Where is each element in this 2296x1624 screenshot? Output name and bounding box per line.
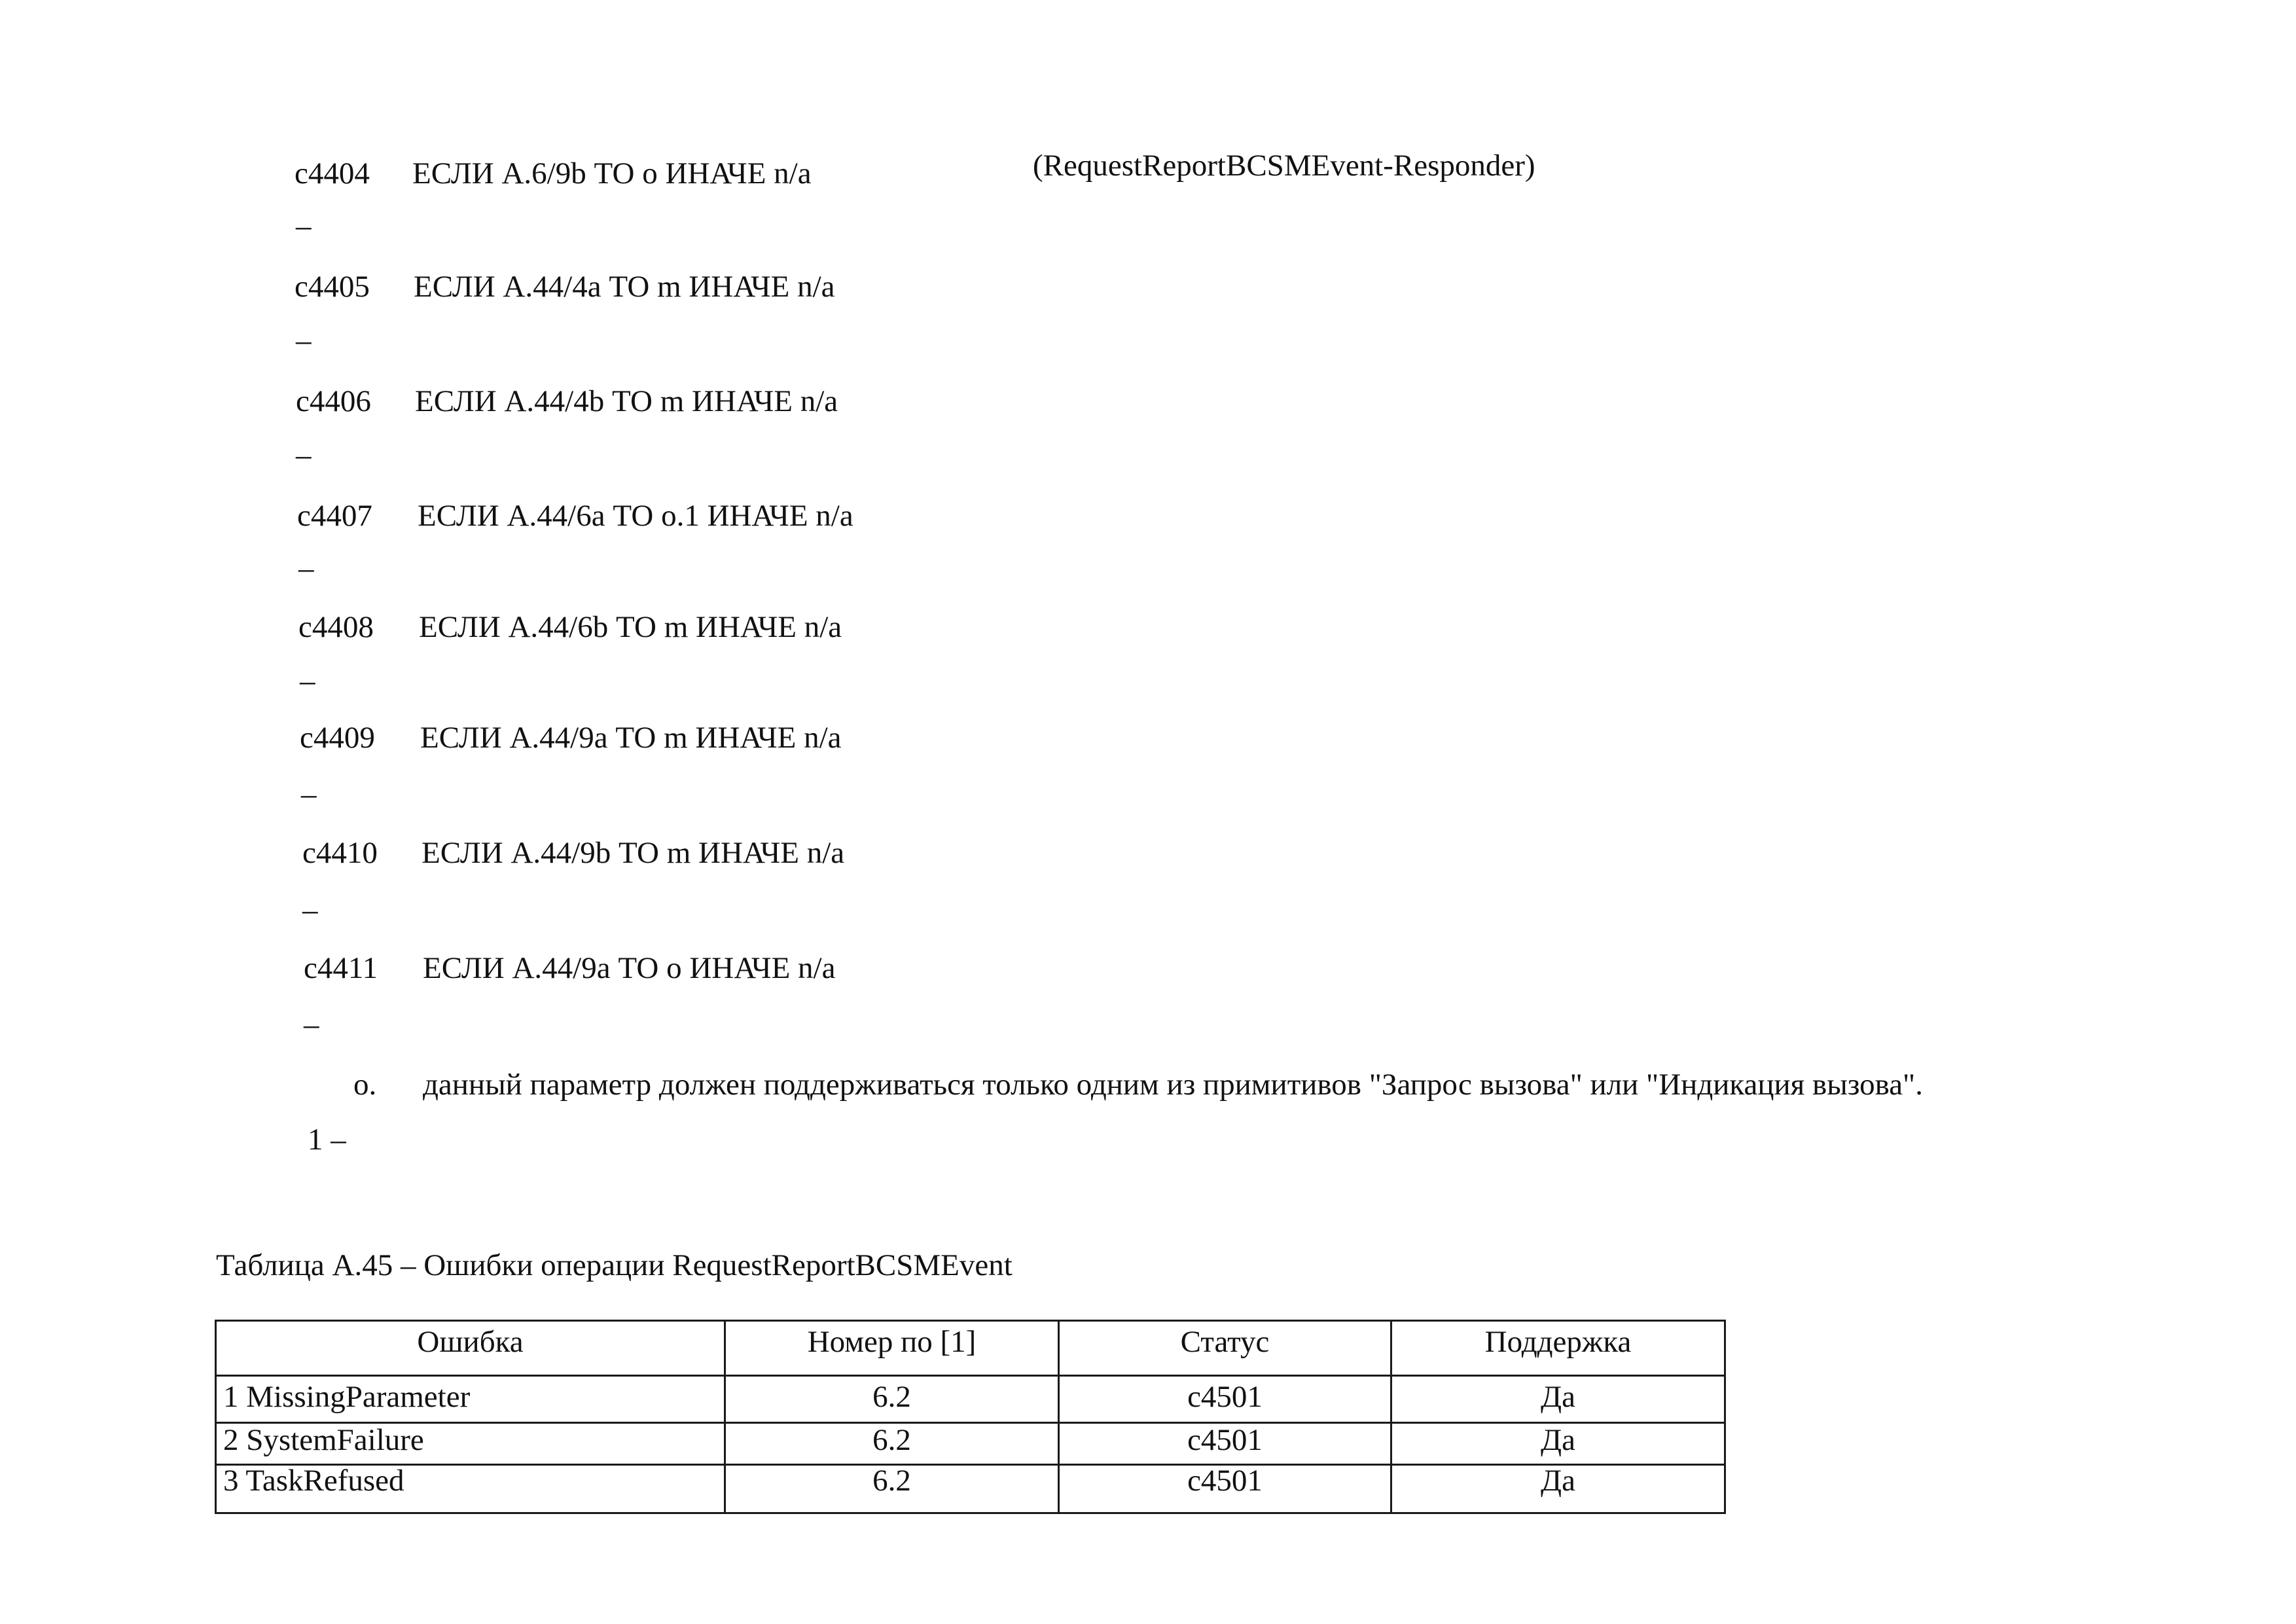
table-header-row (216, 1321, 1725, 1376)
table-row (216, 1465, 1725, 1513)
note-marker: о. (353, 1068, 377, 1102)
support-cell: Да (1391, 1465, 1725, 1513)
condition-code: c4411 (304, 951, 378, 985)
responder-label: (RequestReportBCSMEvent-Responder) (1033, 149, 1535, 183)
condition-text: ЕСЛИ А.6/9b ТО o ИНАЧЕ n/a (412, 156, 812, 190)
table-row (216, 1376, 1725, 1423)
condition-code: c4409 (300, 721, 375, 755)
dash-mark: – (304, 1007, 319, 1041)
status-cell: c4501 (1059, 1376, 1391, 1423)
condition-text: ЕСЛИ А.44/4b ТО m ИНАЧЕ n/a (415, 384, 838, 418)
status-cell: c4501 (1059, 1423, 1391, 1465)
support-cell: Да (1391, 1423, 1725, 1465)
dash-mark: – (296, 323, 312, 357)
number-cell: 6.2 (725, 1376, 1059, 1423)
condition-text: ЕСЛИ А.44/4а ТО m ИНАЧЕ n/a (414, 270, 835, 304)
column-header-support: Поддержка (1391, 1321, 1725, 1376)
dash-mark: – (296, 438, 312, 472)
condition-text: ЕСЛИ А.44/6b ТО m ИНАЧЕ n/a (419, 610, 842, 644)
condition-code: c4406 (296, 384, 371, 418)
condition-text: ЕСЛИ А.44/9а ТО о ИНАЧЕ n/a (423, 951, 836, 985)
number-cell: 6.2 (725, 1465, 1059, 1513)
error-name-cell: 2 SystemFailure (216, 1423, 725, 1465)
column-header-number: Номер по [1] (725, 1321, 1059, 1376)
table-caption: Таблица А.45 – Ошибки операции RequestReportBCSMEvent (216, 1248, 1013, 1282)
status-cell: c4501 (1059, 1465, 1391, 1513)
condition-text: ЕСЛИ А.44/9а ТО m ИНАЧЕ n/a (420, 721, 842, 755)
error-name-cell: 1 MissingParameter (216, 1376, 725, 1423)
dash-mark: – (296, 209, 312, 243)
errors-table (215, 1320, 1726, 1514)
condition-code: c4410 (302, 836, 378, 870)
error-name-cell: 3 TaskRefused (216, 1465, 725, 1513)
table-row (216, 1423, 1725, 1465)
column-header-error: Ошибка (216, 1321, 725, 1376)
condition-text: ЕСЛИ А.44/6а ТО о.1 ИНАЧЕ n/a (418, 499, 853, 533)
condition-code: c4408 (298, 610, 374, 644)
number-cell: 6.2 (725, 1423, 1059, 1465)
column-header-status: Статус (1059, 1321, 1391, 1376)
note-number: 1 – (308, 1123, 346, 1157)
dash-mark: – (301, 777, 317, 811)
support-cell: Да (1391, 1376, 1725, 1423)
condition-code: c4404 (295, 156, 370, 190)
dash-mark: – (298, 551, 314, 585)
condition-code: c4405 (295, 270, 370, 304)
dash-mark: – (300, 664, 315, 698)
note-text: данный параметр должен поддерживаться только одним из примитивов "Запрос вызова" или "Индикация вызова". (423, 1068, 1923, 1102)
dash-mark: – (302, 893, 318, 927)
condition-text: ЕСЛИ А.44/9b ТО m ИНАЧЕ n/a (422, 836, 845, 870)
condition-code: c4407 (297, 499, 372, 533)
